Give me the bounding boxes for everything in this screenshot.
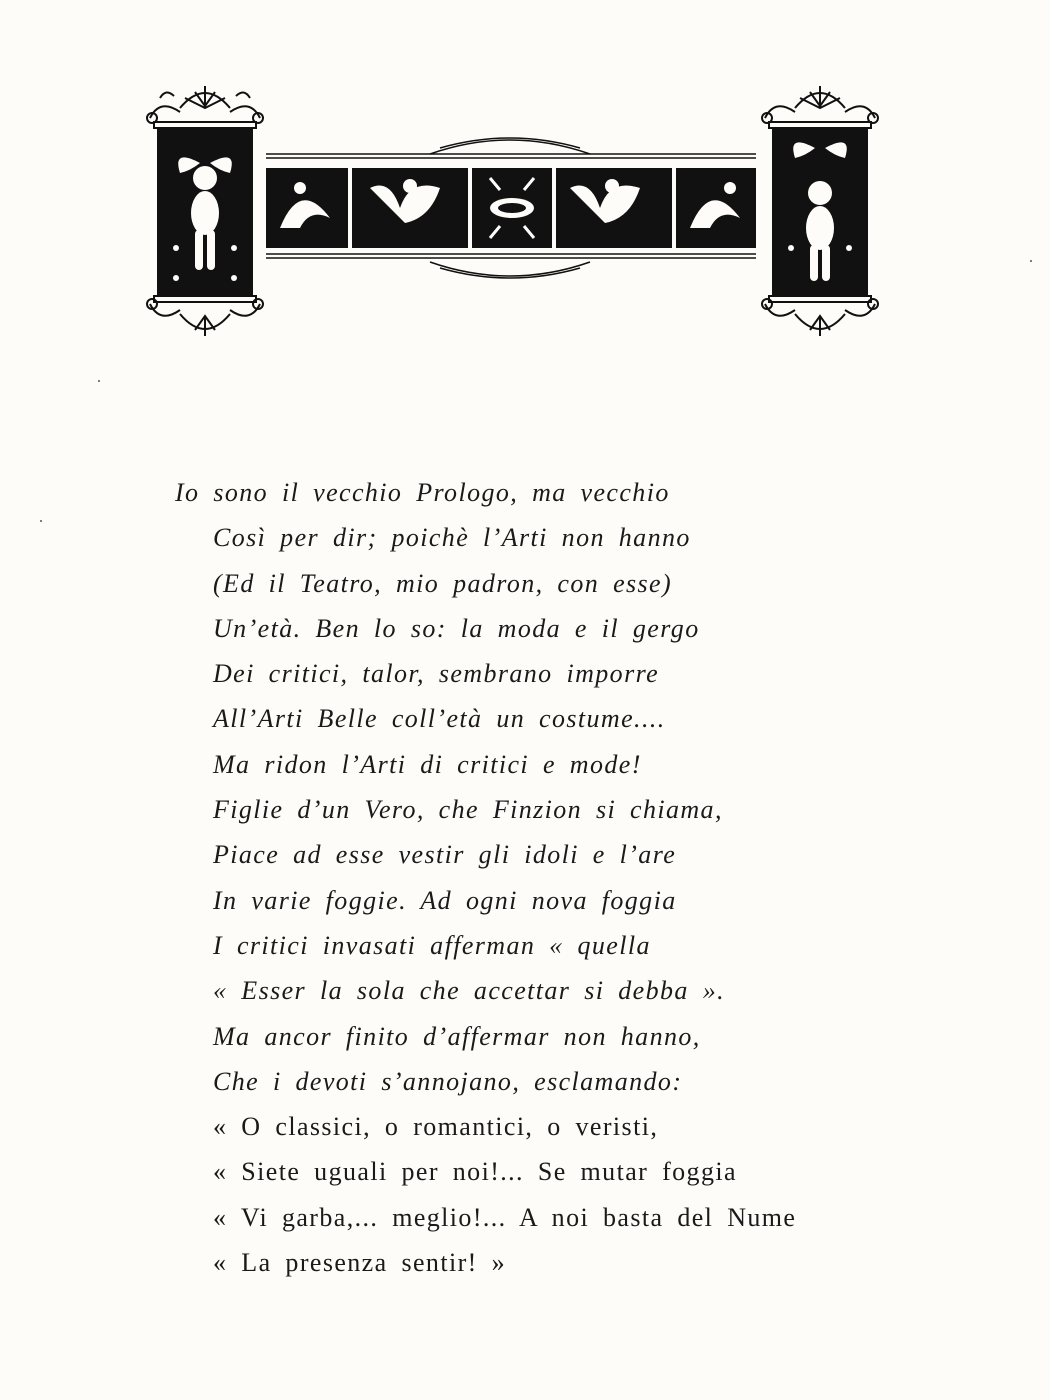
ornamental-headpiece-icon xyxy=(140,78,885,340)
poem-line: Che i devoti s’annojano, esclamando: xyxy=(213,1066,683,1096)
poem-line: « Esser la sola che accettar si debba ». xyxy=(213,976,725,1006)
poem-line: « O classici, o romantici, o veristi, xyxy=(213,1112,659,1142)
poem-line: Io sono il vecchio Prologo, ma vecchio xyxy=(175,478,670,507)
poem-line: (Ed il Teatro, mio padron, con esse) xyxy=(213,568,673,598)
poem-line: Così per dir; poichè l’Arti non hanno xyxy=(213,523,691,553)
poem-line: « La presenza sentir! » xyxy=(213,1248,506,1278)
poem-line: In varie foggie. Ad ogni nova foggia xyxy=(213,885,677,915)
poem-line: Ma ridon l’Arti di critici e mode! xyxy=(213,749,642,779)
paper-speck xyxy=(98,380,100,382)
paper-speck xyxy=(40,520,42,522)
poem-line: « Siete uguali per noi!... Se mutar foggia xyxy=(213,1157,737,1187)
poem-line: Un’età. Ben lo so: la moda e il gergo xyxy=(213,613,700,643)
poem-line: I critici invasati afferman « quella xyxy=(213,930,651,960)
poem-line: Figlie d’un Vero, che Finzion si chiama, xyxy=(213,795,723,825)
poem-line: Ma ancor finito d’affermar non hanno, xyxy=(213,1021,701,1051)
poem-line: All’Arti Belle coll’età un costume.... xyxy=(213,704,666,734)
poem-line: « Vi garba,... meglio!... A noi basta del Nume xyxy=(213,1202,797,1232)
poem-line: Dei critici, talor, sembrano imporre xyxy=(213,659,660,689)
poem xyxy=(175,470,995,1285)
paper-speck xyxy=(1030,260,1032,262)
poem-line: Piace ad esse vestir gli idoli e l’are xyxy=(213,840,677,870)
